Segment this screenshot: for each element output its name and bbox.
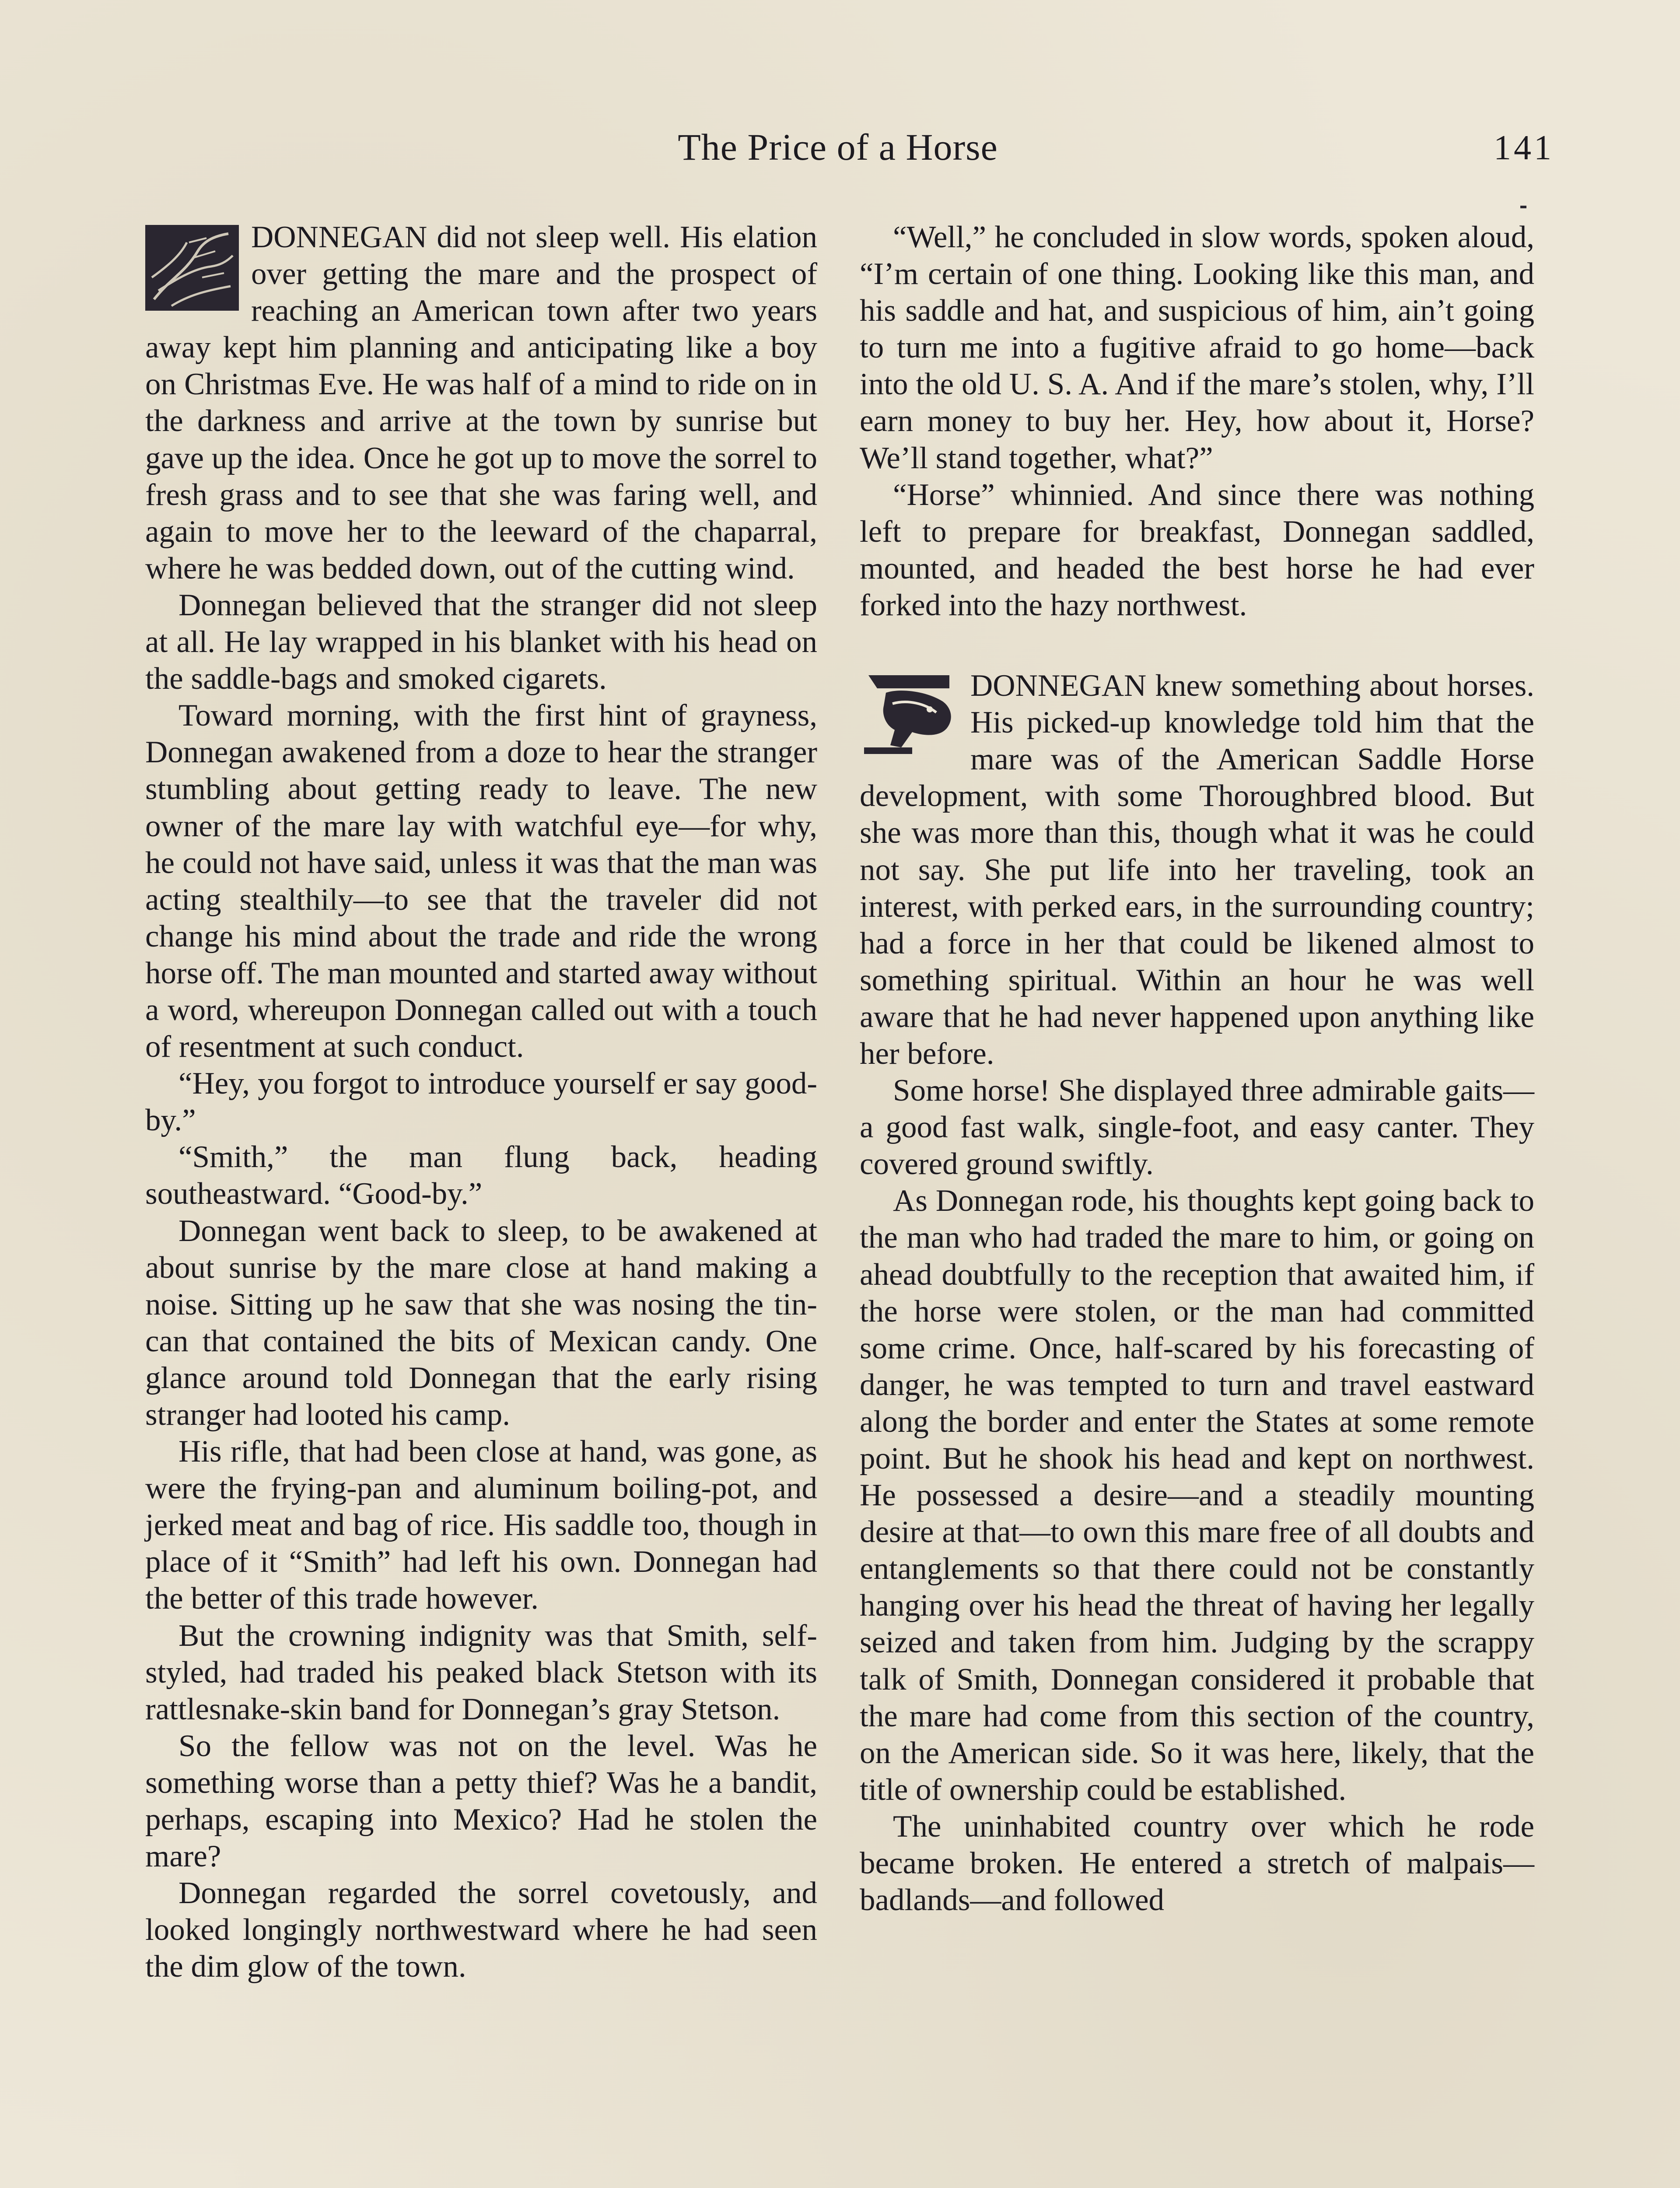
- print-mark: [1520, 206, 1526, 208]
- running-header-title: The Price of a Horse: [678, 126, 998, 168]
- paragraph: Donnegan went back to sleep, to be awakened at about sunrise by the mare close at hand making a noise. Sitting up he saw that she was nosing the tin-can that contained the bits of Mexican candy. One glance around told Donnegan that the early rising stranger had looted his camp.: [145, 1213, 817, 1432]
- paragraph: But the crowning indignity was that Smith, self-styled, had traded his peaked black Stetson with its rattlesnake-skin band for Donnegan’s gray Stetson.: [145, 1618, 817, 1726]
- ornamental-initial-i-icon: [145, 225, 239, 311]
- paragraph: So the fellow was not on the level. Was he something worse than a petty thief? Was he a bandit, perhaps, escaping into Mexico? Had he stolen the mare?: [145, 1729, 817, 1874]
- paragraph: As Donnegan rode, his thoughts kept going back to the man who had traded the mare to him, or going on ahead doubtfully to the reception that awaited him, if the horse were stolen, or the man had committed some crime. Once, half-scared by his forecasting of danger, he was tempted to turn and travel eastward along the border and enter the States at some remote point. But he shook his head and kept on northwest. He possessed a desire—and a steadily mounting desire at that—to own this mare free of all doubts and entanglements so that there could not be constantly hanging over his head the threat of having her legally seized and taken from him. Judging by the scrappy talk of Smith, Donnegan considered it probable that the mare had come from this section of the country, on the American side. So it was here, likely, that the title of ownership could be established.: [860, 1184, 1534, 1807]
- paragraph: “Hey, you forgot to introduce yourself er say good-by.”: [145, 1066, 817, 1138]
- right-column: [860, 219, 1534, 1918]
- paragraph: Toward morning, with the first hint of grayness, Donnegan awakened from a doze to hear the stranger stumbling about getting ready to leave. The new owner of the mare lay with watchful eye—for why, he could not have said, unless it was that the man was acting stealthily—to see that the traveler did not change his mind about the trade and ride the wrong horse off. The man mounted and started away without a word, whereupon Donnegan called out with a touch of resentment at such conduct.: [145, 698, 817, 1064]
- paragraph: Donnegan believed that the stranger did not sleep at all. He lay wrapped in his blanket with his head on the saddle-bags and smoked cigarets.: [145, 588, 817, 696]
- horse-head-initial-icon: [860, 671, 958, 757]
- paragraph: “Smith,” the man flung back, heading southeastward. “Good-by.”: [145, 1140, 817, 1211]
- paragraph: “Well,” he concluded in slow words, spoken aloud, “I’m certain of one thing. Looking like this man, and his saddle and hat, and suspicious of him, ain’t going to turn me into a fugitive afraid to go home—back into the old U. S. A. And if the mare’s stolen, why, I’ll earn money to buy her. Hey, how about it, Horse? We’ll stand together, what?”: [860, 220, 1534, 475]
- paragraph: The uninhabited country over which he rode became broken. He entered a stretch of malpais—badlands—and followed: [860, 1809, 1534, 1918]
- left-column: [145, 219, 817, 1985]
- paragraph: Donnegan regarded the sorrel covetously, and looked longingly northwestward where he had seen the dim glow of the town.: [145, 1876, 817, 1984]
- page-number: 141: [1494, 129, 1554, 167]
- paragraph: His rifle, that had been close at hand, was gone, as were the frying-pan and aluminum boiling-pot, and jerked meat and bag of rice. His saddle too, though in place of it “Smith” had left his own. Donnegan had the better of this trade however.: [145, 1434, 817, 1616]
- paragraph: Some horse! She displayed three admirable gaits—a good fast walk, single-foot, and easy canter. They covered ground swiftly.: [860, 1073, 1534, 1182]
- paragraph: “Horse” whinnied. And since there was nothing left to prepare for breakfast, Donnegan saddled, mounted, and headed the best horse he had ever forked into the hazy northwest.: [860, 477, 1534, 622]
- paragraph: DONNEGAN did not sleep well. His elation over getting the mare and the prospect of reaching an American town after two years away kept him planning and anticipating like a boy on Christmas Eve. He was half of a mind to ride on in the darkness and arrive at the town by sunrise but gave up the idea. Once he got up to move the sorrel to fresh grass and to see that she was faring well, and again to move her to the leeward of the chaparral, where he was bedded down, out of the cutting wind.: [145, 220, 817, 586]
- paragraph: DONNEGAN knew something about horses. His picked-up knowledge told him that the mare was of the American Saddle Horse development, with some Thoroughbred blood. But she was more than this, though what it was he could not say. She put life into her traveling, took an interest, with perked ears, in the surrounding country; had a force in her that could be likened almost to something spiritual. Within an hour he was well aware that he had never happened upon anything like her before.: [860, 669, 1534, 1071]
